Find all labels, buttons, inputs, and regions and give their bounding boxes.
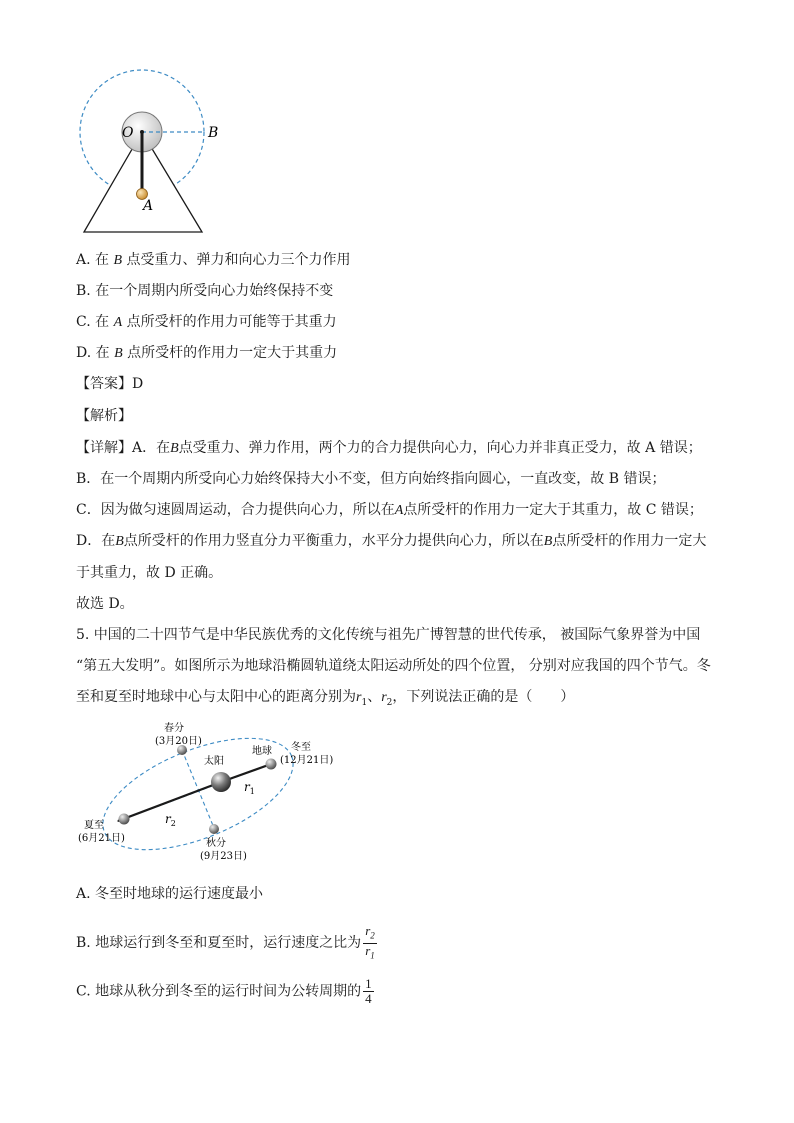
earth-autumn bbox=[209, 824, 219, 834]
q4-detail-b: B．在一个周期内所受向心力始终保持大小不变，但方向始终指向圆心，一直改变，故 B 错误； bbox=[76, 471, 666, 487]
q5-stem-line2: “第五大发明”。如图所示为地球沿椭圆轨道绕太阳运动所处的四个位置， 分别对应我国的四个节气。冬 bbox=[76, 658, 711, 674]
earth-winter bbox=[266, 759, 277, 770]
rod-rotation-figure bbox=[78, 64, 238, 244]
q5-option-b: B. 地球运行到冬至和夏至时，运行速度之比为 $\frac{r_2}{r_1}$ bbox=[76, 923, 375, 961]
label-o: O bbox=[122, 125, 134, 141]
q4-option-c: C. 在 A 点所受杆的作用力可能等于其重力 bbox=[76, 314, 337, 330]
autumn-label: 秋分 bbox=[206, 838, 226, 849]
q4-option-d: D. 在 B 点所受杆的作用力一定大于其重力 bbox=[76, 345, 338, 361]
sun bbox=[211, 772, 231, 792]
pivot-dot bbox=[140, 130, 144, 134]
summer-label: 夏至 bbox=[84, 820, 104, 831]
summer-date: (6月21日) bbox=[78, 833, 125, 844]
label-a: A bbox=[143, 198, 154, 214]
q4-detail-a: 【详解】A．在B点受重力、弹力作用，两个力的合力提供向心力，向心力并非真正受力，故 A 错误； bbox=[76, 440, 702, 456]
earth-orbit-figure bbox=[76, 718, 346, 870]
q4-detail-d-line2: 于其重力，故 D 正确。 bbox=[76, 565, 223, 581]
q4-answer: 【答案】D bbox=[76, 376, 144, 392]
q4-option-b: B. 在一个周期内所受向心力始终保持不变 bbox=[76, 283, 334, 299]
speed-ratio-fraction: $\frac{r_2}{r_1}$ bbox=[365, 923, 375, 961]
earth-summer bbox=[119, 814, 130, 825]
label-b: B bbox=[208, 125, 219, 141]
winter-label: 冬至 bbox=[291, 742, 311, 753]
q4-detail-d-line1: D．在B点所受杆的作用力竖直分力平衡重力，水平分力提供向心力，所以在B点所受杆的作用力一定大 bbox=[76, 533, 707, 549]
q4-detail-c: C．因为做匀速圆周运动，合力提供向心力，所以在A点所受杆的作用力一定大于其重力，故 C 错误； bbox=[76, 502, 703, 518]
q5-stem-line3: 至和夏至时地球中心与太阳中心的距离分别为$r_1$、$r_2$，下列说法正确的是（ ） bbox=[76, 689, 575, 708]
q5-option-c: C. 地球从秋分到冬至的运行时间为公转周期的 $\frac{1}{4}$ bbox=[76, 976, 372, 1006]
q4-conclusion: 故选 D。 bbox=[76, 596, 134, 612]
r1-label: $r_1$ bbox=[244, 780, 255, 796]
quarter-fraction: $\frac{1}{4}$ bbox=[365, 976, 372, 1006]
q5-stem-line1: 5. 中国的二十四节气是中华民族优秀的文化传统与祖先广博智慧的世代传承， 被国际气象界誉为中国 bbox=[76, 627, 701, 643]
r2-label: $r_2$ bbox=[165, 812, 176, 828]
spring-date: (3月20日) bbox=[155, 736, 202, 747]
sun-label: 太阳 bbox=[204, 756, 224, 767]
q4-analysis-heading: 【解析】 bbox=[76, 408, 132, 424]
autumn-date: (9月23日) bbox=[200, 851, 247, 862]
winter-date: (12月21日) bbox=[280, 755, 334, 766]
earth-label: 地球 bbox=[252, 746, 272, 757]
q4-option-a: A. 在 B 点受重力、弹力和向心力三个力作用 bbox=[76, 252, 351, 268]
spring-label: 春分 bbox=[164, 723, 184, 734]
q5-option-a: A. 冬至时地球的运行速度最小 bbox=[76, 886, 264, 902]
